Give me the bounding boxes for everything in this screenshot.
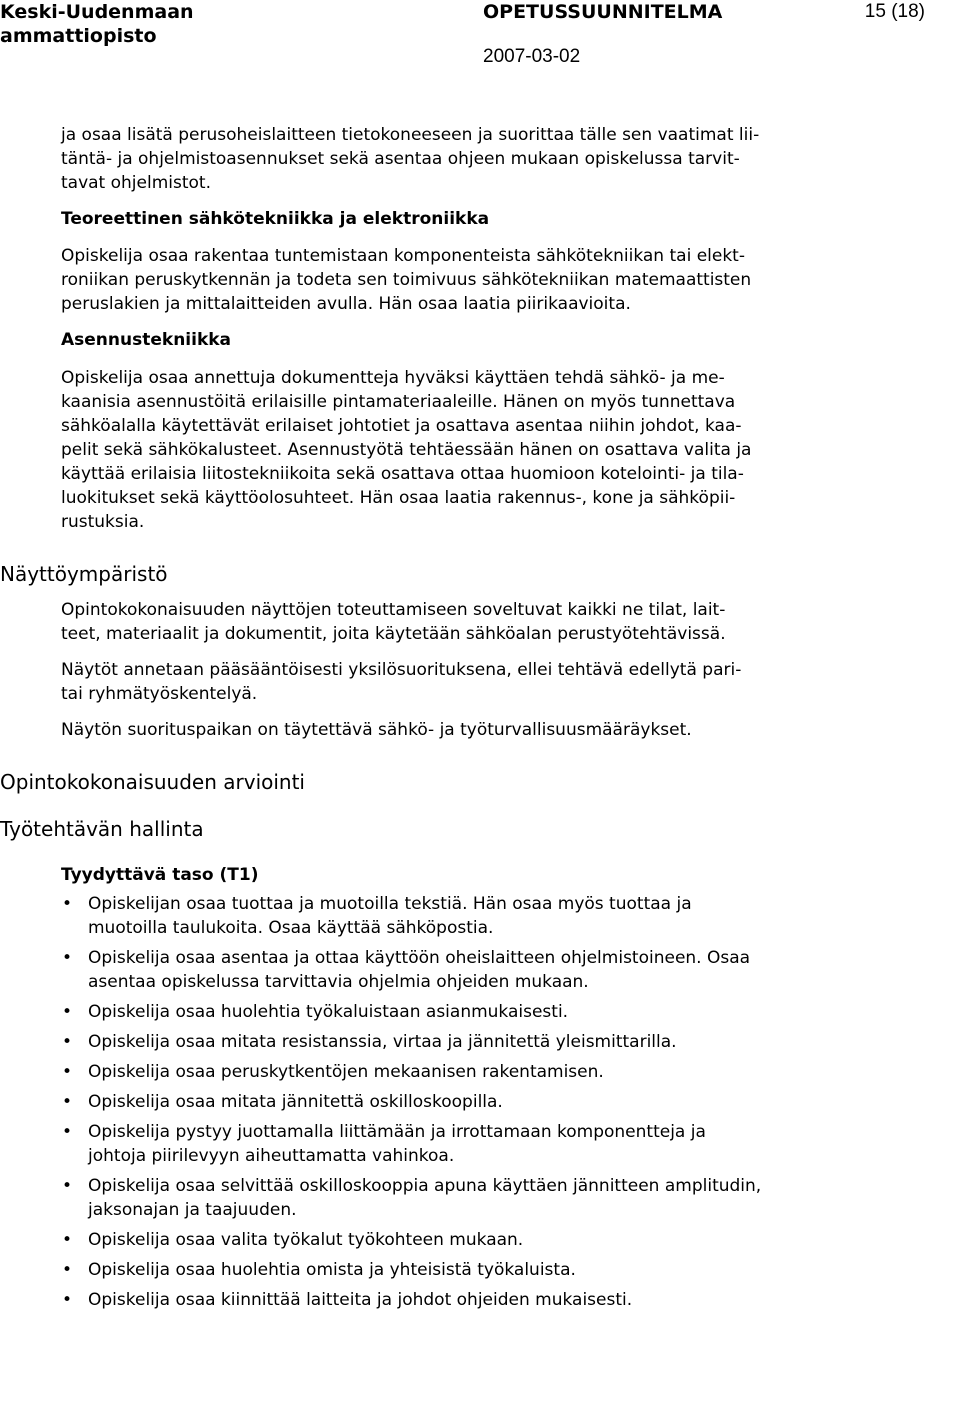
section-heading-arviointi: Opintokokonaisuuden arviointi [0, 770, 305, 794]
nayttoymparisto-paragraph-2 [61, 658, 941, 706]
teoreettinen-paragraph [61, 244, 941, 316]
section-heading-nayttoymparisto: Näyttöympäristö [0, 562, 168, 586]
list-item-text: jaksonajan ja taajuuden. [88, 1200, 297, 1220]
asennustekniikka-paragraph [61, 366, 941, 534]
text-line: Opiskelija osaa rakentaa tuntemistaan komponenteista sähkötekniikan tai elekt- [61, 246, 745, 266]
bullet-icon: • [61, 1092, 73, 1112]
nayttoymparisto-paragraph-3 [61, 718, 941, 742]
text-line: täntä- ja ohjelmistoasennukset sekä asentaa ohjeen mukaan opiskelussa tarvit- [61, 149, 740, 169]
list-item-text: Opiskelija osaa mitata jännitettä oskilloskoopilla. [88, 1092, 503, 1112]
section-heading-teoreettinen: Teoreettinen sähkötekniikka ja elektroniikka [61, 209, 490, 229]
list-item [61, 1030, 941, 1054]
list-item [61, 892, 941, 940]
list-item-text: muotoilla taulukoita. Osaa käyttää sähköpostia. [88, 918, 494, 938]
text-line: Näytön suorituspaikan on täytettävä sähkö- ja työturvallisuusmääräykset. [61, 720, 692, 740]
bullet-icon: • [61, 1176, 73, 1196]
section-heading-asennustekniikka: Asennustekniikka [61, 330, 232, 350]
text-line: Opiskelija osaa annettuja dokumentteja hyväksi käyttäen tehdä sähkö- ja me- [61, 368, 725, 388]
list-item-text: Opiskelijan osaa tuottaa ja muotoilla tekstiä. Hän osaa myös tuottaa ja [88, 894, 692, 914]
list-item [61, 1288, 941, 1312]
text-line: roniikan peruskytkennän ja todeta sen toimivuus sähkötekniikan matemaattisten [61, 270, 752, 290]
bullet-icon: • [61, 948, 73, 968]
text-line: käyttää erilaisia liitostekniikoita sekä osattava ottaa huomioon kotelointi- ja tila- [61, 464, 744, 484]
list-item [61, 946, 941, 994]
list-item-text: Opiskelija osaa peruskytkentöjen mekaanisen rakentamisen. [88, 1062, 604, 1082]
bullet-icon: • [61, 894, 73, 914]
list-item [61, 1228, 941, 1252]
criteria-list [61, 892, 941, 1318]
bullet-icon: • [61, 1260, 73, 1280]
bullet-icon: • [61, 1290, 73, 1310]
list-item [61, 1120, 941, 1168]
text-line: kaanisia asennustöitä erilaisille pintamateriaaleille. Hänen on myös tunnettava [61, 392, 736, 412]
text-line: tavat ohjelmistot. [61, 173, 211, 193]
text-line: Opintokokonaisuuden näyttöjen toteuttamiseen soveltuvat kaikki ne tilat, lait- [61, 600, 726, 620]
text-line: peruslakien ja mittalaitteiden avulla. Hän osaa laatia piirikaavioita. [61, 294, 631, 314]
document-title: OPETUSSUUNNITELMA [483, 1, 723, 23]
bullet-icon: • [61, 1032, 73, 1052]
organization-name [0, 0, 194, 48]
list-item-text: Opiskelija osaa asentaa ja ottaa käyttöön oheislaitteen ohjelmistoineen. Osaa [88, 948, 751, 968]
organization-name-line2: ammattiopisto [0, 25, 157, 47]
list-item [61, 1258, 941, 1282]
list-item [61, 1090, 941, 1114]
list-item-text: Opiskelija osaa valita työkalut työkohteen mukaan. [88, 1230, 524, 1250]
intro-paragraph [61, 123, 941, 195]
bullet-icon: • [61, 1122, 73, 1142]
text-line: sähköalalla käytettävät erilaiset johtotiet ja osattava asentaa niihin johdot, kaa- [61, 416, 742, 436]
list-item [61, 1000, 941, 1024]
page-number: 15 (18) [864, 1, 925, 22]
list-item [61, 1060, 941, 1084]
organization-name-line1: Keski-Uudenmaan [0, 1, 194, 23]
bullet-icon: • [61, 1002, 73, 1022]
text-line: teet, materiaalit ja dokumentit, joita käytetään sähköalan perustyötehtävissä. [61, 624, 726, 644]
list-item-text: Opiskelija osaa huolehtia työkaluistaan asianmukaisesti. [88, 1002, 569, 1022]
list-item-text: Opiskelija osaa mitata resistanssia, virtaa ja jännitettä yleismittarilla. [88, 1032, 677, 1052]
list-item-text: Opiskelija osaa kiinnittää laitteita ja johdot ohjeiden mukaisesti. [88, 1290, 633, 1310]
document-date: 2007-03-02 [483, 46, 581, 67]
text-line: tai ryhmätyöskentelyä. [61, 684, 258, 704]
level-heading-t1: Tyydyttävä taso (T1) [61, 865, 259, 885]
bullet-icon: • [61, 1230, 73, 1250]
section-heading-tyotehtavan-hallinta: Työtehtävän hallinta [0, 817, 204, 841]
text-line: luokitukset sekä käyttöolosuhteet. Hän osaa laatia rakennus-, kone ja sähköpii- [61, 488, 736, 508]
text-line: pelit sekä sähkökalusteet. Asennustyötä tehtäessään hänen on osattava valita ja [61, 440, 752, 460]
list-item-text: Opiskelija pystyy juottamalla liittämään ja irrottamaan komponentteja ja [88, 1122, 706, 1142]
list-item-text: Opiskelija osaa huolehtia omista ja yhteisistä työkaluista. [88, 1260, 576, 1280]
list-item-text: asentaa opiskelussa tarvittavia ohjelmia ohjeiden mukaan. [88, 972, 589, 992]
nayttoymparisto-paragraph-1 [61, 598, 941, 646]
list-item-text: Opiskelija osaa selvittää oskilloskooppia apuna käyttäen jännitteen amplitudin, [88, 1176, 762, 1196]
bullet-icon: • [61, 1062, 73, 1082]
list-item [61, 1174, 941, 1222]
text-line: rustuksia. [61, 512, 145, 532]
list-item-text: johtoja piirilevyyn aiheuttamatta vahinkoa. [88, 1146, 455, 1166]
text-line: Näytöt annetaan pääsääntöisesti yksilösuorituksena, ellei tehtävä edellytä pari- [61, 660, 742, 680]
text-line: ja osaa lisätä perusoheislaitteen tietokoneeseen ja suorittaa tälle sen vaatimat lii- [61, 125, 760, 145]
